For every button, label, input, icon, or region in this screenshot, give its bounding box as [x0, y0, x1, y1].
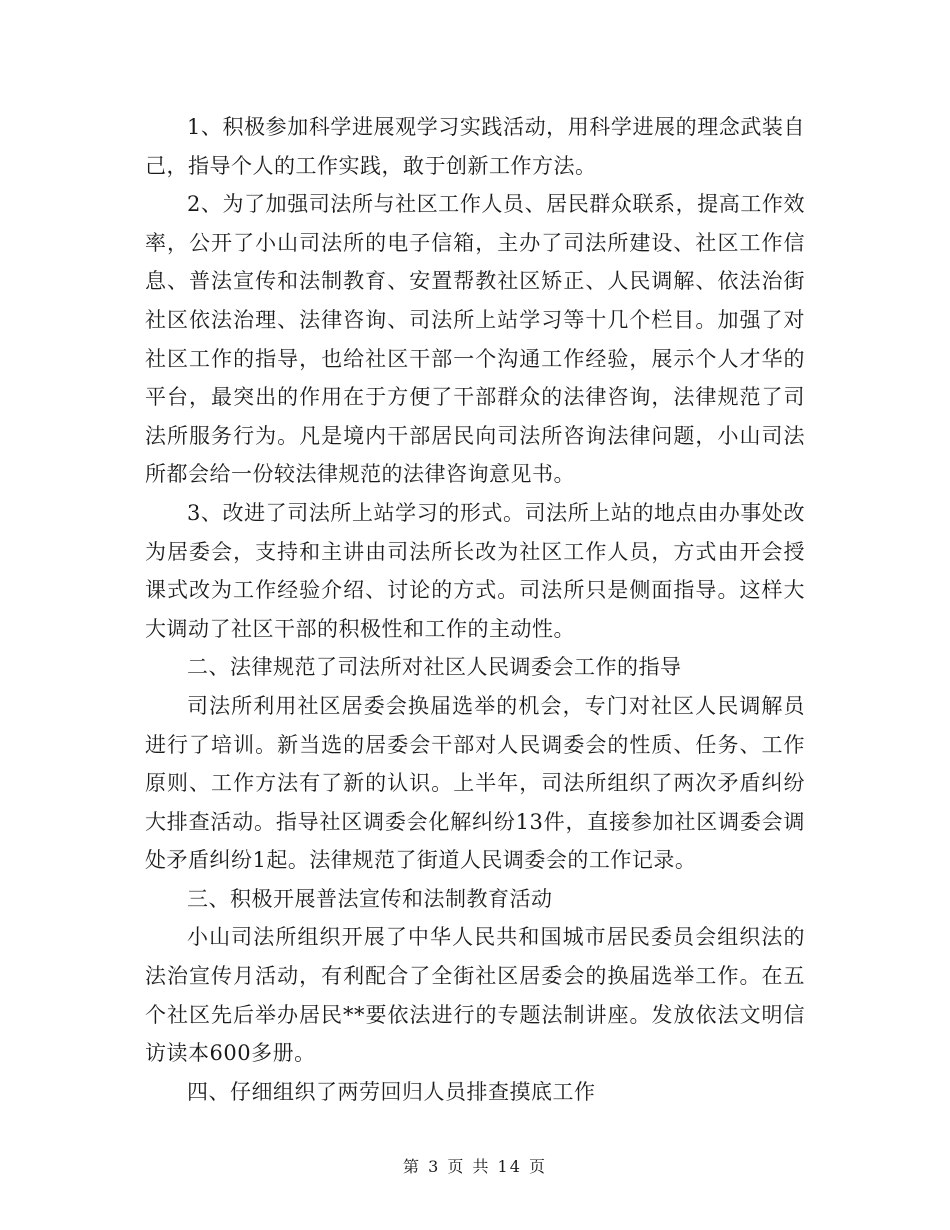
page-number-footer: 第 3 页 共 14 页	[403, 1157, 547, 1176]
paragraph-1: 1、积极参加科学进展观学习实践活动，用科学进展的理念武装自己，指导个人的工作实践，敢于创新工作方法。	[145, 115, 805, 178]
section-heading-2: 二、法律规范了司法所对社区人民调委会工作的指导	[187, 655, 682, 680]
section-heading-4: 四、仔细组织了两劳回归人员排查摸底工作	[187, 1079, 596, 1104]
paragraph-5: 小山司法所组织开展了中华人民共和国城市居民委员会组织法的法治宣传月活动，有利配合了全街社区居委会的换届选举工作。在五个社区先后举办居民**要依法进行的专题法制讲座。发放依法文明信访读本600多册。	[145, 925, 805, 1066]
paragraph-4: 司法所利用社区居委会换届选举的机会，专门对社区人民调解员进行了培训。新当选的居委会干部对人民调委会的性质、任务、工作原则、工作方法有了新的认识。上半年，司法所组织了两次矛盾纠纷大排查活动。指导社区调委会化解纠纷13件，直接参加社区调委会调处矛盾纠纷1起。法律规范了街道人民调委会的工作记录。	[145, 693, 805, 873]
paragraph-2: 2、为了加强司法所与社区工作人员、居民群众联系，提高工作效率，公开了小山司法所的电子信箱，主办了司法所建设、社区工作信息、普法宣传和法制教育、安置帮教社区矫正、人民调解、依法治街社区依法治理、法律咨询、司法所上站学习等十几个栏目。加强了对社区工作的指导，也给社区干部一个沟通工作经验，展示个人才华的平台，最突出的作用在于方便了干部群众的法律咨询，法律规范了司法所服务行为。凡是境内干部居民向司法所咨询法律问题，小山司法所都会给一份较法律规范的法律咨询意见书。	[145, 192, 805, 487]
body-text	[145, 108, 805, 1111]
section-heading-3: 三、积极开展普法宣传和法制教育活动	[187, 886, 553, 911]
paragraph-3: 3、改进了司法所上站学习的形式。司法所上站的地点由办事处改为居委会，支持和主讲由司法所长改为社区工作人员，方式由开会授课式改为工作经验介绍、讨论的方式。司法所只是侧面指导。这样大大调动了社区干部的积极性和工作的主动性。	[145, 500, 805, 641]
